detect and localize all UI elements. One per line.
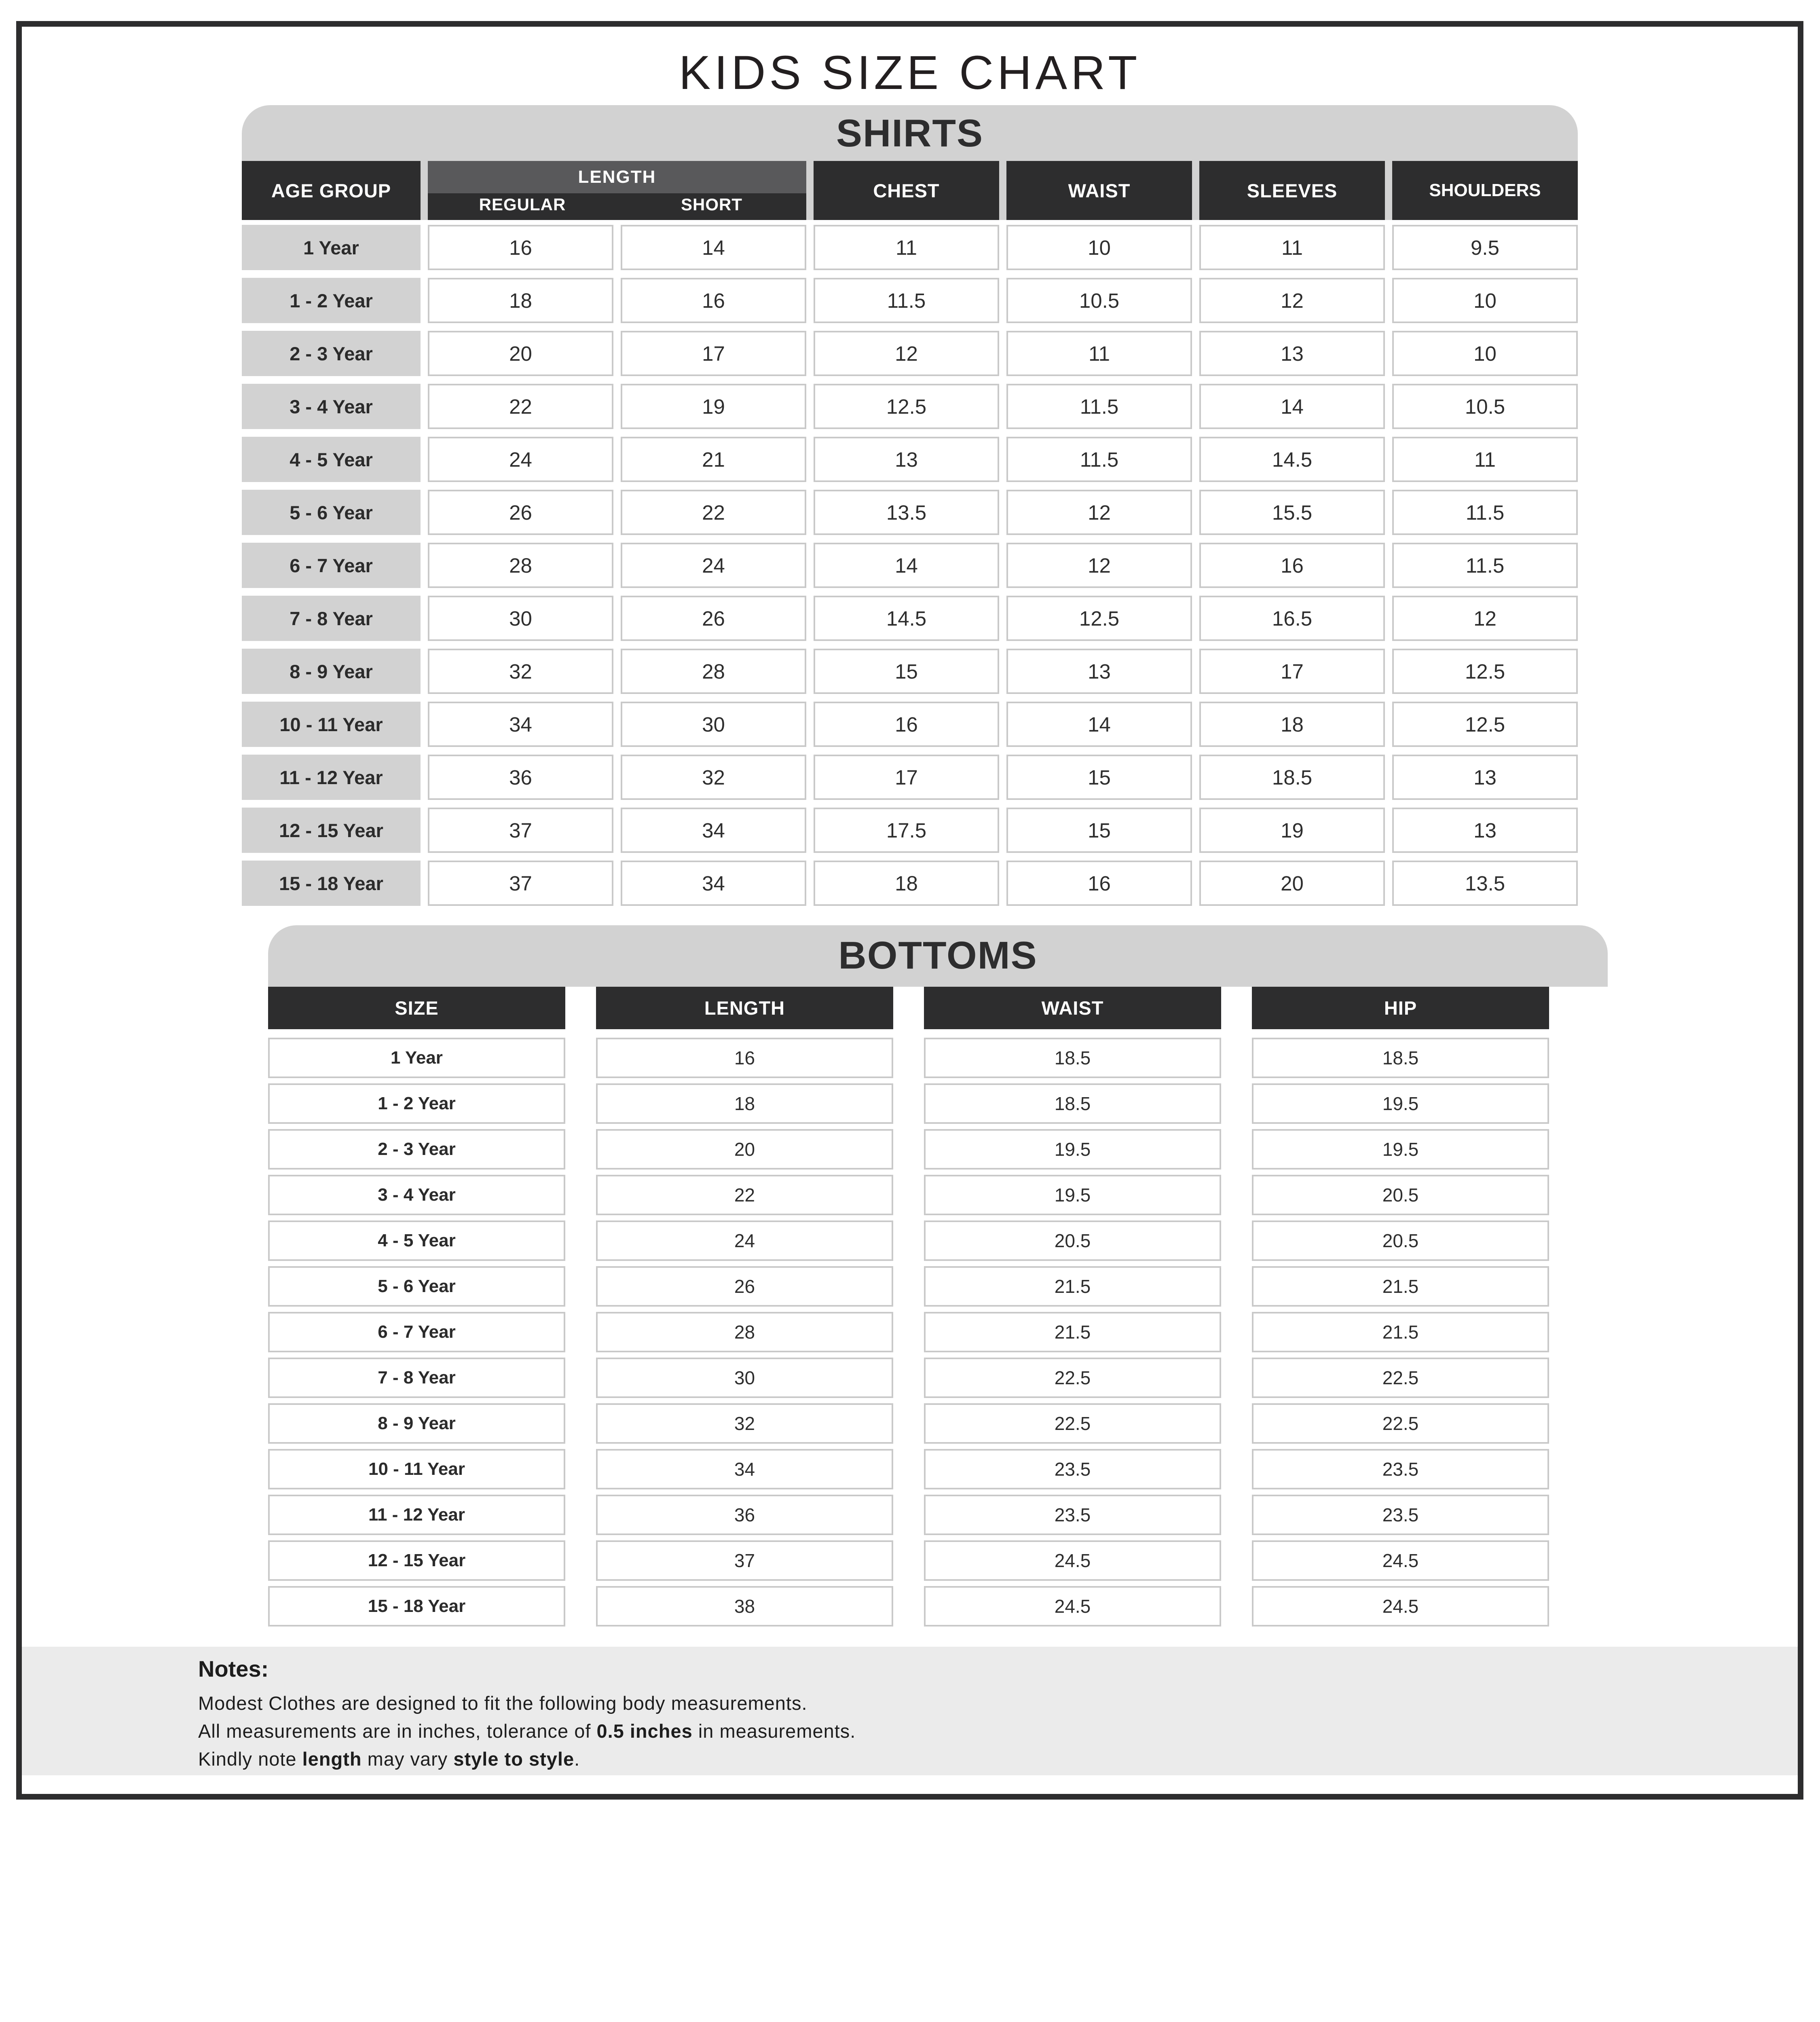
shirts-shoulders-cell: 13.5 xyxy=(1392,861,1578,906)
bottoms-header-waist: WAIST xyxy=(924,987,1221,1029)
shirts-short-cell: 14 xyxy=(621,225,806,270)
shirts-chest-cell: 17 xyxy=(814,755,999,800)
bottoms-waist-cell: 22.5 xyxy=(924,1358,1221,1398)
bottoms-table-row xyxy=(268,1083,1549,1124)
bottoms-size-cell: 6 - 7 Year xyxy=(268,1312,565,1352)
shirts-short-cell: 24 xyxy=(621,543,806,588)
shirts-section-title: SHIRTS xyxy=(836,112,984,155)
notes-line3-post: . xyxy=(574,1748,580,1770)
bottoms-waist-cell: 18.5 xyxy=(924,1083,1221,1124)
shirts-chest-cell: 14.5 xyxy=(814,596,999,641)
shirts-header-chest: CHEST xyxy=(814,161,999,220)
shirts-regular-cell: 37 xyxy=(428,861,613,906)
shirts-sleeves-cell: 18 xyxy=(1199,702,1385,747)
bottoms-header-size: SIZE xyxy=(268,987,565,1029)
bottoms-table-row xyxy=(268,1266,1549,1307)
shirts-shoulders-cell: 13 xyxy=(1392,755,1578,800)
shirts-chest-cell: 16 xyxy=(814,702,999,747)
bottoms-hip-cell: 24.5 xyxy=(1252,1540,1549,1581)
bottoms-waist-cell: 21.5 xyxy=(924,1266,1221,1307)
bottoms-hip-cell: 19.5 xyxy=(1252,1083,1549,1124)
bottoms-length-cell: 28 xyxy=(596,1312,893,1352)
shirts-header-age-group: AGE GROUP xyxy=(242,161,421,220)
bottoms-table-row xyxy=(268,1038,1549,1078)
bottoms-size-cell: 3 - 4 Year xyxy=(268,1175,565,1215)
shirts-shoulders-cell: 13 xyxy=(1392,808,1578,853)
shirts-chest-cell: 12 xyxy=(814,331,999,376)
shirts-waist-cell: 15 xyxy=(1006,808,1192,853)
bottoms-waist-cell: 20.5 xyxy=(924,1220,1221,1261)
shirts-sleeves-cell: 12 xyxy=(1199,278,1385,323)
shirts-age-cell: 8 - 9 Year xyxy=(242,649,421,694)
shirts-sleeves-cell: 14 xyxy=(1199,384,1385,429)
shirts-waist-cell: 12.5 xyxy=(1006,596,1192,641)
bottoms-length-cell: 36 xyxy=(596,1495,893,1535)
shirts-regular-cell: 16 xyxy=(428,225,613,270)
shirts-header-short: SHORT xyxy=(681,195,742,214)
bottoms-length-cell: 18 xyxy=(596,1083,893,1124)
shirts-shoulders-cell: 11.5 xyxy=(1392,490,1578,535)
shirts-header-length-sub xyxy=(428,193,806,220)
shirts-waist-cell: 16 xyxy=(1006,861,1192,906)
bottoms-table-row xyxy=(268,1495,1549,1535)
bottoms-size-cell: 12 - 15 Year xyxy=(268,1540,565,1581)
shirts-age-cell: 6 - 7 Year xyxy=(242,543,421,588)
bottoms-size-cell: 10 - 11 Year xyxy=(268,1449,565,1489)
shirts-shoulders-cell: 12 xyxy=(1392,596,1578,641)
bottoms-table-row xyxy=(268,1129,1549,1170)
bottoms-section-title: BOTTOMS xyxy=(838,934,1038,977)
bottoms-length-cell: 26 xyxy=(596,1266,893,1307)
bottoms-length-cell: 38 xyxy=(596,1586,893,1626)
shirts-waist-cell: 14 xyxy=(1006,702,1192,747)
shirts-shoulders-cell: 10 xyxy=(1392,278,1578,323)
shirts-short-cell: 34 xyxy=(621,808,806,853)
shirts-short-cell: 30 xyxy=(621,702,806,747)
shirts-regular-cell: 18 xyxy=(428,278,613,323)
shirts-shoulders-cell: 12.5 xyxy=(1392,702,1578,747)
bottoms-size-cell: 7 - 8 Year xyxy=(268,1358,565,1398)
notes-line2-pre: All measurements are in inches, tolerance of xyxy=(198,1720,597,1742)
shirts-age-cell: 3 - 4 Year xyxy=(242,384,421,429)
bottoms-waist-cell: 18.5 xyxy=(924,1038,1221,1078)
notes-heading: Notes: xyxy=(198,1656,269,1681)
shirts-sleeves-cell: 20 xyxy=(1199,861,1385,906)
shirts-waist-cell: 10.5 xyxy=(1006,278,1192,323)
shirts-chest-cell: 11.5 xyxy=(814,278,999,323)
shirts-table-row xyxy=(242,278,1578,323)
bottoms-length-cell: 20 xyxy=(596,1129,893,1170)
shirts-header-length: LENGTH xyxy=(428,161,806,193)
shirts-sleeves-cell: 11 xyxy=(1199,225,1385,270)
shirts-short-cell: 34 xyxy=(621,861,806,906)
notes-text-block xyxy=(198,1656,856,1773)
bottoms-length-cell: 16 xyxy=(596,1038,893,1078)
notes-line2-post: in measurements. xyxy=(692,1720,856,1742)
bottoms-length-cell: 24 xyxy=(596,1220,893,1261)
bottoms-waist-cell: 23.5 xyxy=(924,1495,1221,1535)
bottoms-hip-cell: 20.5 xyxy=(1252,1220,1549,1261)
shirts-short-cell: 19 xyxy=(621,384,806,429)
bottoms-header-row xyxy=(268,987,1549,1029)
shirts-waist-cell: 11 xyxy=(1006,331,1192,376)
shirts-sleeves-cell: 17 xyxy=(1199,649,1385,694)
bottoms-waist-cell: 19.5 xyxy=(924,1129,1221,1170)
shirts-age-cell: 5 - 6 Year xyxy=(242,490,421,535)
shirts-table-row xyxy=(242,490,1578,535)
shirts-age-cell: 1 - 2 Year xyxy=(242,278,421,323)
bottoms-table-row xyxy=(268,1175,1549,1215)
shirts-shoulders-cell: 11.5 xyxy=(1392,543,1578,588)
bottoms-size-cell: 4 - 5 Year xyxy=(268,1220,565,1261)
shirts-chest-cell: 13 xyxy=(814,437,999,482)
bottoms-table-row xyxy=(268,1312,1549,1352)
shirts-waist-cell: 10 xyxy=(1006,225,1192,270)
shirts-age-cell: 2 - 3 Year xyxy=(242,331,421,376)
shirts-header-shoulders: SHOULDERS xyxy=(1392,161,1578,220)
shirts-sleeves-cell: 16 xyxy=(1199,543,1385,588)
shirts-table-row xyxy=(242,225,1578,270)
bottoms-header-hip: HIP xyxy=(1252,987,1549,1029)
shirts-regular-cell: 36 xyxy=(428,755,613,800)
shirts-table-row xyxy=(242,543,1578,588)
shirts-age-cell: 1 Year xyxy=(242,225,421,270)
shirts-shoulders-cell: 12.5 xyxy=(1392,649,1578,694)
shirts-age-cell: 12 - 15 Year xyxy=(242,808,421,853)
bottoms-length-cell: 37 xyxy=(596,1540,893,1581)
notes-line3-bold2: style to style xyxy=(453,1748,575,1770)
shirts-table-row xyxy=(242,755,1578,800)
shirts-regular-cell: 37 xyxy=(428,808,613,853)
shirts-regular-cell: 26 xyxy=(428,490,613,535)
bottoms-length-cell: 32 xyxy=(596,1403,893,1444)
bottoms-size-cell: 8 - 9 Year xyxy=(268,1403,565,1444)
bottoms-table-row xyxy=(268,1403,1549,1444)
shirts-regular-cell: 22 xyxy=(428,384,613,429)
bottoms-table-row xyxy=(268,1586,1549,1626)
bottoms-waist-cell: 19.5 xyxy=(924,1175,1221,1215)
shirts-table-row xyxy=(242,702,1578,747)
shirts-age-cell: 4 - 5 Year xyxy=(242,437,421,482)
bottoms-waist-cell: 22.5 xyxy=(924,1403,1221,1444)
bottoms-table-row xyxy=(268,1220,1549,1261)
bottoms-size-cell: 1 - 2 Year xyxy=(268,1083,565,1124)
shirts-waist-cell: 13 xyxy=(1006,649,1192,694)
bottoms-table-row xyxy=(268,1358,1549,1398)
shirts-header-regular: REGULAR xyxy=(479,195,566,214)
shirts-table-row xyxy=(242,437,1578,482)
bottoms-hip-cell: 24.5 xyxy=(1252,1586,1549,1626)
bottoms-waist-cell: 21.5 xyxy=(924,1312,1221,1352)
shirts-chest-cell: 14 xyxy=(814,543,999,588)
shirts-short-cell: 26 xyxy=(621,596,806,641)
bottoms-size-cell: 5 - 6 Year xyxy=(268,1266,565,1307)
shirts-short-cell: 21 xyxy=(621,437,806,482)
bottoms-size-cell: 1 Year xyxy=(268,1038,565,1078)
bottoms-hip-cell: 23.5 xyxy=(1252,1449,1549,1489)
shirts-waist-cell: 11.5 xyxy=(1006,437,1192,482)
shirts-age-cell: 10 - 11 Year xyxy=(242,702,421,747)
shirts-sleeves-cell: 13 xyxy=(1199,331,1385,376)
bottoms-length-cell: 34 xyxy=(596,1449,893,1489)
shirts-sleeves-cell: 14.5 xyxy=(1199,437,1385,482)
shirts-regular-cell: 32 xyxy=(428,649,613,694)
notes-line3-bold1: length xyxy=(302,1748,362,1770)
shirts-sleeves-cell: 19 xyxy=(1199,808,1385,853)
bottoms-length-cell: 30 xyxy=(596,1358,893,1398)
shirts-table-row xyxy=(242,596,1578,641)
shirts-chest-cell: 18 xyxy=(814,861,999,906)
bottoms-header-length: LENGTH xyxy=(596,987,893,1029)
bottoms-hip-cell: 18.5 xyxy=(1252,1038,1549,1078)
shirts-sleeves-cell: 16.5 xyxy=(1199,596,1385,641)
shirts-regular-cell: 20 xyxy=(428,331,613,376)
shirts-table-row xyxy=(242,649,1578,694)
bottoms-size-cell: 2 - 3 Year xyxy=(268,1129,565,1170)
notes-band xyxy=(22,1647,1798,1775)
bottoms-hip-cell: 22.5 xyxy=(1252,1403,1549,1444)
notes-line3-pre: Kindly note xyxy=(198,1748,302,1770)
shirts-header-row xyxy=(242,161,1578,220)
notes-line-2 xyxy=(198,1717,856,1745)
shirts-chest-cell: 13.5 xyxy=(814,490,999,535)
shirts-shoulders-cell: 10 xyxy=(1392,331,1578,376)
bottoms-hip-cell: 19.5 xyxy=(1252,1129,1549,1170)
bottoms-waist-cell: 23.5 xyxy=(924,1449,1221,1489)
bottoms-hip-cell: 22.5 xyxy=(1252,1358,1549,1398)
shirts-chest-cell: 11 xyxy=(814,225,999,270)
shirts-waist-cell: 15 xyxy=(1006,755,1192,800)
page-title: KIDS SIZE CHART xyxy=(679,46,1141,99)
shirts-shoulders-cell: 11 xyxy=(1392,437,1578,482)
bottoms-waist-cell: 24.5 xyxy=(924,1586,1221,1626)
shirts-header-waist: WAIST xyxy=(1006,161,1192,220)
shirts-regular-cell: 24 xyxy=(428,437,613,482)
shirts-table-row xyxy=(242,861,1578,906)
shirts-chest-cell: 15 xyxy=(814,649,999,694)
bottoms-hip-cell: 21.5 xyxy=(1252,1312,1549,1352)
notes-line-3 xyxy=(198,1745,856,1773)
shirts-age-cell: 15 - 18 Year xyxy=(242,861,421,906)
bottoms-table-row xyxy=(268,1449,1549,1489)
shirts-chest-cell: 12.5 xyxy=(814,384,999,429)
shirts-header-sleeves: SLEEVES xyxy=(1199,161,1385,220)
shirts-table-body xyxy=(242,225,1578,914)
shirts-waist-cell: 12 xyxy=(1006,543,1192,588)
shirts-short-cell: 22 xyxy=(621,490,806,535)
shirts-header-length-group xyxy=(428,161,806,220)
shirts-short-cell: 32 xyxy=(621,755,806,800)
shirts-shoulders-cell: 10.5 xyxy=(1392,384,1578,429)
shirts-waist-cell: 12 xyxy=(1006,490,1192,535)
shirts-chest-cell: 17.5 xyxy=(814,808,999,853)
shirts-sleeves-cell: 15.5 xyxy=(1199,490,1385,535)
shirts-age-cell: 7 - 8 Year xyxy=(242,596,421,641)
shirts-table-row xyxy=(242,808,1578,853)
shirts-short-cell: 28 xyxy=(621,649,806,694)
shirts-short-cell: 16 xyxy=(621,278,806,323)
bottoms-hip-cell: 20.5 xyxy=(1252,1175,1549,1215)
shirts-table-row xyxy=(242,384,1578,429)
shirts-table-row xyxy=(242,331,1578,376)
bottoms-size-cell: 15 - 18 Year xyxy=(268,1586,565,1626)
notes-line-1: Modest Clothes are designed to fit the following body measurements. xyxy=(198,1692,807,1714)
shirts-waist-cell: 11.5 xyxy=(1006,384,1192,429)
shirts-regular-cell: 30 xyxy=(428,596,613,641)
bottoms-table-row xyxy=(268,1540,1549,1581)
bottoms-waist-cell: 24.5 xyxy=(924,1540,1221,1581)
bottoms-table-body xyxy=(268,1038,1549,1632)
shirts-regular-cell: 28 xyxy=(428,543,613,588)
bottoms-hip-cell: 23.5 xyxy=(1252,1495,1549,1535)
bottoms-section-band xyxy=(268,925,1608,987)
bottoms-length-cell: 22 xyxy=(596,1175,893,1215)
shirts-shoulders-cell: 9.5 xyxy=(1392,225,1578,270)
bottoms-size-cell: 11 - 12 Year xyxy=(268,1495,565,1535)
notes-line3-mid: may vary xyxy=(361,1748,454,1770)
shirts-short-cell: 17 xyxy=(621,331,806,376)
shirts-regular-cell: 34 xyxy=(428,702,613,747)
bottoms-hip-cell: 21.5 xyxy=(1252,1266,1549,1307)
shirts-age-cell: 11 - 12 Year xyxy=(242,755,421,800)
shirts-sleeves-cell: 18.5 xyxy=(1199,755,1385,800)
notes-line2-bold: 0.5 inches xyxy=(596,1720,693,1742)
